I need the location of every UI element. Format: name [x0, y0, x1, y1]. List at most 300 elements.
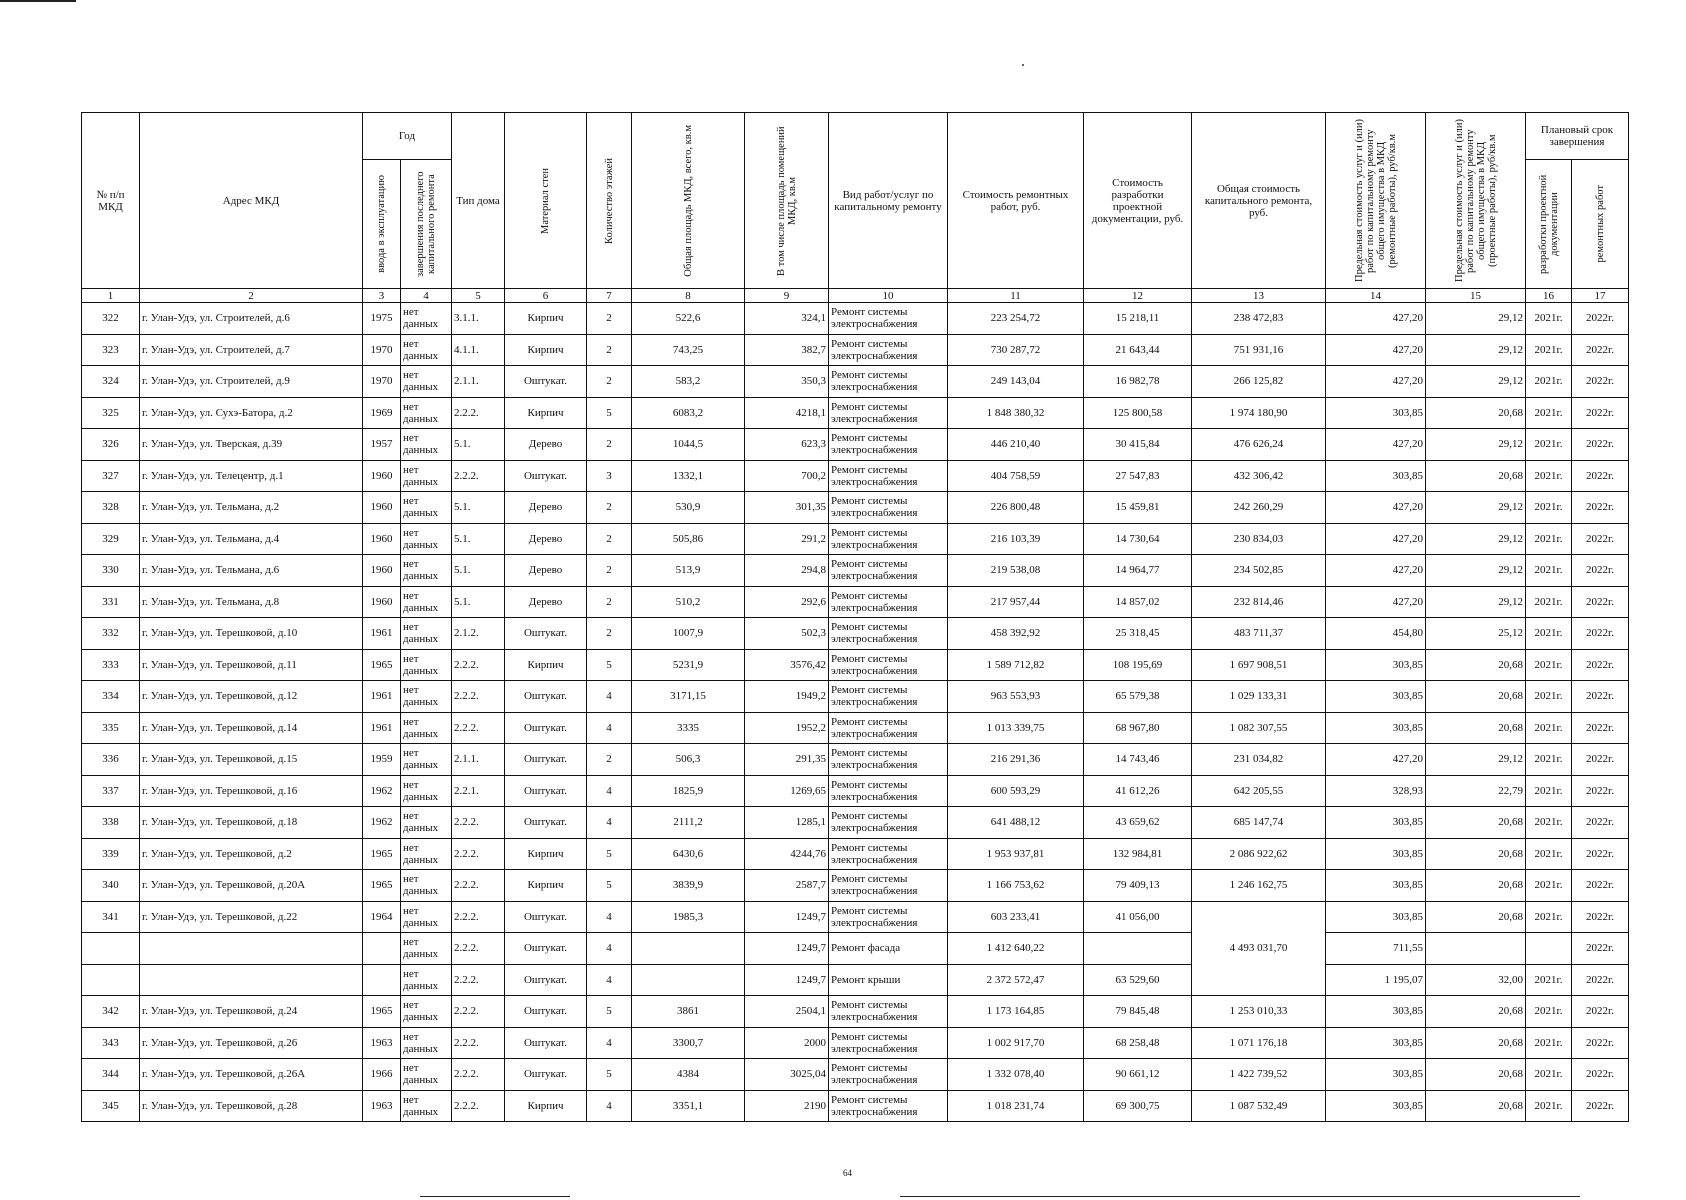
premises-area-cell: 4244,76 — [745, 838, 829, 870]
address-cell: г. Улан-Удэ, ул. Терешковой, д.12 — [140, 681, 363, 713]
year-last-repair-cell: нет данных — [401, 712, 452, 744]
deadline-design-cell: 2021г. — [1526, 429, 1572, 461]
address-cell: г. Улан-Удэ, ул. Терешковой, д.26 — [140, 1027, 363, 1059]
premises-area-cell: 4218,1 — [745, 397, 829, 429]
column-number: 16 — [1526, 289, 1572, 303]
deadline-design-cell: 2021г. — [1526, 712, 1572, 744]
wall-material-cell: Оштукат. — [505, 1027, 587, 1059]
floors-cell: 4 — [587, 807, 632, 839]
year-last-repair-cell: нет данных — [401, 586, 452, 618]
design-cost-cell: 125 800,58 — [1084, 397, 1192, 429]
premises-area-cell: 382,7 — [745, 334, 829, 366]
row-number: 330 — [82, 555, 140, 587]
column-number: 4 — [401, 289, 452, 303]
work-type-cell: Ремонт системы электроснабжения — [829, 1090, 948, 1122]
wall-material-cell: Кирпич — [505, 870, 587, 902]
repair-cost-cell: 600 593,29 — [948, 775, 1084, 807]
year-last-repair-cell: нет данных — [401, 838, 452, 870]
total-area-cell: 522,6 — [632, 303, 745, 335]
deadline-repair-cell: 2022г. — [1572, 334, 1629, 366]
wall-material-cell: Оштукат. — [505, 933, 587, 965]
year-last-repair-cell: нет данных — [401, 1090, 452, 1122]
repair-cost-cell: 1 002 917,70 — [948, 1027, 1084, 1059]
limit-repair-cell: 427,20 — [1326, 555, 1426, 587]
deadline-repair-cell: 2022г. — [1572, 1090, 1629, 1122]
design-cost-cell: 16 982,78 — [1084, 366, 1192, 398]
limit-design-cell: 29,12 — [1426, 303, 1526, 335]
design-cost-cell: 65 579,38 — [1084, 681, 1192, 713]
total-cost-cell: 1 082 307,55 — [1192, 712, 1326, 744]
deadline-repair-cell: 2022г. — [1572, 870, 1629, 902]
deadline-design-cell: 2021г. — [1526, 807, 1572, 839]
total-area-cell: 3351,1 — [632, 1090, 745, 1122]
repair-cost-cell: 404 758,59 — [948, 460, 1084, 492]
row-number: 325 — [82, 397, 140, 429]
year-last-repair-cell: нет данных — [401, 523, 452, 555]
deadline-repair-cell: 2022г. — [1572, 775, 1629, 807]
address-cell: г. Улан-Удэ, ул. Строителей, д.9 — [140, 366, 363, 398]
limit-repair-cell: 303,85 — [1326, 397, 1426, 429]
col-house-type-header: Тип дома — [452, 113, 505, 289]
limit-design-cell: 20,68 — [1426, 397, 1526, 429]
column-number: 12 — [1084, 289, 1192, 303]
limit-repair-cell: 303,85 — [1326, 460, 1426, 492]
total-area-cell: 3861 — [632, 996, 745, 1028]
total-area-cell: 506,3 — [632, 744, 745, 776]
table-row — [82, 681, 1629, 713]
work-type-cell: Ремонт системы электроснабжения — [829, 460, 948, 492]
repair-cost-cell: 730 287,72 — [948, 334, 1084, 366]
address-cell: г. Улан-Удэ, ул. Терешковой, д.22 — [140, 901, 363, 933]
limit-repair-cell: 427,20 — [1326, 303, 1426, 335]
deadline-repair-cell: 2022г. — [1572, 681, 1629, 713]
premises-area-cell: 294,8 — [745, 555, 829, 587]
house-type-cell: 2.2.2. — [452, 649, 505, 681]
floors-cell: 5 — [587, 649, 632, 681]
deadline-repair-cell: 2022г. — [1572, 397, 1629, 429]
row-number: 345 — [82, 1090, 140, 1122]
row-number: 339 — [82, 838, 140, 870]
total-cost-cell: 232 814,46 — [1192, 586, 1326, 618]
total-area-cell: 2111,2 — [632, 807, 745, 839]
deadline-design-cell: 2021г. — [1526, 775, 1572, 807]
limit-repair-cell: 303,85 — [1326, 901, 1426, 933]
table-row — [82, 649, 1629, 681]
row-number: 337 — [82, 775, 140, 807]
row-number: 323 — [82, 334, 140, 366]
deadline-design-cell: 2021г. — [1526, 870, 1572, 902]
address-cell: г. Улан-Удэ, ул. Терешковой, д.11 — [140, 649, 363, 681]
deadline-design-cell: 2021г. — [1526, 523, 1572, 555]
design-cost-cell: 108 195,69 — [1084, 649, 1192, 681]
limit-design-cell: 20,68 — [1426, 807, 1526, 839]
address-cell — [140, 964, 363, 996]
premises-area-cell: 292,6 — [745, 586, 829, 618]
work-type-cell: Ремонт системы электроснабжения — [829, 901, 948, 933]
row-number: 341 — [82, 901, 140, 933]
year-commission-cell: 1962 — [363, 775, 401, 807]
repair-cost-cell: 963 553,93 — [948, 681, 1084, 713]
deadline-repair-cell: 2022г. — [1572, 1059, 1629, 1091]
year-commission-cell: 1960 — [363, 586, 401, 618]
total-cost-cell: 1 422 739,52 — [1192, 1059, 1326, 1091]
floors-cell: 5 — [587, 397, 632, 429]
deadline-repair-cell: 2022г. — [1572, 303, 1629, 335]
limit-design-cell: 20,68 — [1426, 838, 1526, 870]
deadline-repair-cell: 2022г. — [1572, 555, 1629, 587]
house-type-cell: 2.2.2. — [452, 996, 505, 1028]
column-number: 11 — [948, 289, 1084, 303]
column-number: 15 — [1426, 289, 1526, 303]
deadline-design-cell: 2021г. — [1526, 649, 1572, 681]
wall-material-cell: Оштукат. — [505, 366, 587, 398]
house-type-cell: 5.1. — [452, 555, 505, 587]
total-cost-cell: 432 306,42 — [1192, 460, 1326, 492]
repair-cost-cell: 1 013 339,75 — [948, 712, 1084, 744]
address-cell: г. Улан-Удэ, ул. Терешковой, д.2 — [140, 838, 363, 870]
address-cell: г. Улан-Удэ, ул. Терешковой, д.15 — [140, 744, 363, 776]
limit-design-cell: 29,12 — [1426, 429, 1526, 461]
wall-material-cell: Кирпич — [505, 303, 587, 335]
limit-design-cell: 32,00 — [1426, 964, 1526, 996]
deadline-design-cell: 2021г. — [1526, 303, 1572, 335]
floors-cell: 4 — [587, 775, 632, 807]
column-number: 7 — [587, 289, 632, 303]
year-last-repair-cell: нет данных — [401, 996, 452, 1028]
total-area-cell: 1332,1 — [632, 460, 745, 492]
limit-design-cell: 25,12 — [1426, 618, 1526, 650]
design-cost-cell: 41 056,00 — [1084, 901, 1192, 933]
address-cell: г. Улан-Удэ, ул. Терешковой, д.18 — [140, 807, 363, 839]
floors-cell: 2 — [587, 334, 632, 366]
deadline-design-cell: 2021г. — [1526, 838, 1572, 870]
address-cell: г. Улан-Удэ, ул. Сухэ-Батора, д.2 — [140, 397, 363, 429]
limit-design-cell — [1426, 933, 1526, 965]
total-cost-cell: 1 071 176,18 — [1192, 1027, 1326, 1059]
house-type-cell: 2.2.1. — [452, 775, 505, 807]
total-area-cell: 530,9 — [632, 492, 745, 524]
floors-cell: 4 — [587, 933, 632, 965]
wall-material-cell: Кирпич — [505, 649, 587, 681]
row-number: 327 — [82, 460, 140, 492]
work-type-cell: Ремонт фасада — [829, 933, 948, 965]
floors-cell: 3 — [587, 460, 632, 492]
row-number: 343 — [82, 1027, 140, 1059]
column-number: 13 — [1192, 289, 1326, 303]
table-row — [82, 964, 1629, 996]
repair-cost-cell: 249 143,04 — [948, 366, 1084, 398]
design-cost-cell: 68 967,80 — [1084, 712, 1192, 744]
scan-speck — [1022, 64, 1024, 66]
limit-design-cell: 29,12 — [1426, 523, 1526, 555]
limit-repair-cell: 427,20 — [1326, 492, 1426, 524]
total-area-cell: 1985,3 — [632, 901, 745, 933]
deadline-repair-cell: 2022г. — [1572, 429, 1629, 461]
limit-repair-cell: 427,20 — [1326, 523, 1426, 555]
limit-design-cell: 20,68 — [1426, 1090, 1526, 1122]
design-cost-cell: 132 984,81 — [1084, 838, 1192, 870]
total-cost-cell: 1 246 162,75 — [1192, 870, 1326, 902]
col-limit-repair-header — [1326, 113, 1426, 289]
year-last-repair-cell: нет данных — [401, 555, 452, 587]
floors-cell: 2 — [587, 429, 632, 461]
row-number: 335 — [82, 712, 140, 744]
wall-material-cell: Кирпич — [505, 838, 587, 870]
house-type-cell: 2.2.2. — [452, 901, 505, 933]
column-number-row — [82, 289, 1629, 303]
wall-material-cell: Оштукат. — [505, 807, 587, 839]
repair-cost-cell: 641 488,12 — [948, 807, 1084, 839]
total-area-cell: 1825,9 — [632, 775, 745, 807]
row-number: 344 — [82, 1059, 140, 1091]
deadline-repair-cell: 2022г. — [1572, 996, 1629, 1028]
house-type-cell: 2.2.2. — [452, 1059, 505, 1091]
repair-cost-cell: 2 372 572,47 — [948, 964, 1084, 996]
table-row — [82, 523, 1629, 555]
premises-area-cell: 1949,2 — [745, 681, 829, 713]
limit-repair-cell: 303,85 — [1326, 1090, 1426, 1122]
repair-cost-cell: 1 332 078,40 — [948, 1059, 1084, 1091]
total-area-cell: 3335 — [632, 712, 745, 744]
total-area-cell: 1007,9 — [632, 618, 745, 650]
work-type-cell: Ремонт системы электроснабжения — [829, 996, 948, 1028]
work-type-cell: Ремонт системы электроснабжения — [829, 712, 948, 744]
total-area-cell: 505,86 — [632, 523, 745, 555]
limit-repair-cell: 303,85 — [1326, 838, 1426, 870]
year-last-repair-label: завершения последнего капитального ремонта — [415, 171, 437, 277]
address-cell: г. Улан-Удэ, ул. Терешковой, д.26А — [140, 1059, 363, 1091]
house-type-cell: 2.1.1. — [452, 744, 505, 776]
column-number: 9 — [745, 289, 829, 303]
work-type-cell: Ремонт системы электроснабжения — [829, 1027, 948, 1059]
row-number: 326 — [82, 429, 140, 461]
design-cost-cell: 79 845,48 — [1084, 996, 1192, 1028]
table-row — [82, 838, 1629, 870]
table-row — [82, 996, 1629, 1028]
premises-area-cell: 324,1 — [745, 303, 829, 335]
address-cell — [140, 933, 363, 965]
floors-cell: 2 — [587, 366, 632, 398]
table-row — [82, 1059, 1629, 1091]
repair-cost-cell: 217 957,44 — [948, 586, 1084, 618]
limit-repair-label: Предельная стоимость услуг и (или) работ по капитальному ремонту общего имущества в МКД (ремонтные работы), руб/кв.м — [1353, 119, 1398, 282]
premises-area-cell: 1952,2 — [745, 712, 829, 744]
premises-area-cell: 1249,7 — [745, 901, 829, 933]
floors-cell: 4 — [587, 901, 632, 933]
premises-area-cell: 2190 — [745, 1090, 829, 1122]
floors-cell: 2 — [587, 492, 632, 524]
design-cost-cell: 30 415,84 — [1084, 429, 1192, 461]
work-type-cell: Ремонт системы электроснабжения — [829, 429, 948, 461]
repair-register-table — [81, 112, 1629, 1122]
deadline-design-cell: 2021г. — [1526, 555, 1572, 587]
floors-cell: 5 — [587, 996, 632, 1028]
address-cell: г. Улан-Удэ, ул. Тельмана, д.2 — [140, 492, 363, 524]
year-last-repair-cell: нет данных — [401, 303, 452, 335]
wall-material-cell: Дерево — [505, 555, 587, 587]
year-commission-cell: 1964 — [363, 901, 401, 933]
premises-area-cell: 3576,42 — [745, 649, 829, 681]
premises-area-cell: 2000 — [745, 1027, 829, 1059]
row-number: 334 — [82, 681, 140, 713]
house-type-cell: 3.1.1. — [452, 303, 505, 335]
year-commission-cell — [363, 933, 401, 965]
floors-label: Количество этажей — [603, 157, 615, 244]
limit-design-cell: 20,68 — [1426, 649, 1526, 681]
deadline-design-cell: 2021г. — [1526, 460, 1572, 492]
total-cost-cell: 266 125,82 — [1192, 366, 1326, 398]
deadline-repair-cell: 2022г. — [1572, 901, 1629, 933]
total-cost-cell: 483 711,37 — [1192, 618, 1326, 650]
year-last-repair-cell: нет данных — [401, 870, 452, 902]
limit-design-cell: 20,68 — [1426, 901, 1526, 933]
wall-material-label: Материал стен — [540, 167, 551, 234]
year-last-repair-cell: нет данных — [401, 901, 452, 933]
wall-material-cell: Оштукат. — [505, 744, 587, 776]
column-number: 14 — [1326, 289, 1426, 303]
wall-material-cell: Дерево — [505, 492, 587, 524]
design-cost-cell: 27 547,83 — [1084, 460, 1192, 492]
deadline-repair-cell: 2022г. — [1572, 933, 1629, 965]
deadline-design-cell: 2021г. — [1526, 996, 1572, 1028]
deadline-design-cell: 2021г. — [1526, 1027, 1572, 1059]
limit-repair-cell: 303,85 — [1326, 681, 1426, 713]
table-row — [82, 460, 1629, 492]
total-area-cell: 4384 — [632, 1059, 745, 1091]
design-cost-cell: 90 661,12 — [1084, 1059, 1192, 1091]
address-cell: г. Улан-Удэ, ул. Телецентр, д.1 — [140, 460, 363, 492]
address-cell: г. Улан-Удэ, ул. Терешковой, д.10 — [140, 618, 363, 650]
work-type-cell: Ремонт системы электроснабжения — [829, 775, 948, 807]
scan-edge-line — [0, 0, 76, 2]
address-cell: г. Улан-Удэ, ул. Тверская, д.39 — [140, 429, 363, 461]
work-type-cell: Ремонт системы электроснабжения — [829, 870, 948, 902]
table-row — [82, 933, 1629, 965]
col-limit-design-header — [1426, 113, 1526, 289]
premises-area-cell: 1269,65 — [745, 775, 829, 807]
year-commission-label: ввода в эксплуатацию — [376, 175, 387, 273]
table-row — [82, 775, 1629, 807]
wall-material-cell: Кирпич — [505, 397, 587, 429]
limit-repair-cell: 427,20 — [1326, 366, 1426, 398]
wall-material-cell: Дерево — [505, 429, 587, 461]
year-commission-cell: 1970 — [363, 366, 401, 398]
deadline-design-cell: 2021г. — [1526, 366, 1572, 398]
deadline-design-cell: 2021г. — [1526, 618, 1572, 650]
year-commission-cell: 1959 — [363, 744, 401, 776]
year-last-repair-cell: нет данных — [401, 397, 452, 429]
header-row — [82, 113, 1629, 160]
total-area-cell: 510,2 — [632, 586, 745, 618]
scan-edge-line — [900, 1196, 1580, 1197]
design-cost-cell: 14 964,77 — [1084, 555, 1192, 587]
premises-area-cell: 291,2 — [745, 523, 829, 555]
limit-design-cell: 22,79 — [1426, 775, 1526, 807]
table-row — [82, 618, 1629, 650]
year-last-repair-cell: нет данных — [401, 366, 452, 398]
deadline-repair-cell: 2022г. — [1572, 838, 1629, 870]
limit-repair-cell: 454,80 — [1326, 618, 1426, 650]
column-number: 2 — [140, 289, 363, 303]
year-last-repair-cell: нет данных — [401, 775, 452, 807]
table-row — [82, 492, 1629, 524]
deadline-repair-cell: 2022г. — [1572, 586, 1629, 618]
total-area-cell: 5231,9 — [632, 649, 745, 681]
limit-design-cell: 29,12 — [1426, 366, 1526, 398]
limit-repair-cell: 303,85 — [1326, 807, 1426, 839]
deadline-design-label: разработки проектной документации — [1537, 174, 1560, 274]
floors-cell: 5 — [587, 870, 632, 902]
deadline-design-cell: 2021г. — [1526, 964, 1572, 996]
table-row — [82, 303, 1629, 335]
address-cell: г. Улан-Удэ, ул. Терешковой, д.14 — [140, 712, 363, 744]
premises-area-cell: 1285,1 — [745, 807, 829, 839]
year-commission-cell: 1965 — [363, 649, 401, 681]
deadline-design-cell: 2021г. — [1526, 334, 1572, 366]
design-cost-cell: 63 529,60 — [1084, 964, 1192, 996]
table-row — [82, 429, 1629, 461]
house-type-cell: 5.1. — [452, 492, 505, 524]
limit-design-cell: 29,12 — [1426, 334, 1526, 366]
limit-repair-cell: 303,85 — [1326, 712, 1426, 744]
table-row — [82, 807, 1629, 839]
premises-area-cell: 502,3 — [745, 618, 829, 650]
year-last-repair-cell: нет данных — [401, 334, 452, 366]
design-cost-cell: 15 218,11 — [1084, 303, 1192, 335]
work-type-cell: Ремонт системы электроснабжения — [829, 807, 948, 839]
wall-material-cell: Оштукат. — [505, 618, 587, 650]
house-type-cell: 2.2.2. — [452, 1090, 505, 1122]
deadline-design-cell: 2021г. — [1526, 1090, 1572, 1122]
total-area-cell — [632, 933, 745, 965]
year-last-repair-cell: нет данных — [401, 429, 452, 461]
premises-area-cell: 1249,7 — [745, 933, 829, 965]
house-type-cell: 2.1.2. — [452, 618, 505, 650]
premises-area-cell: 291,35 — [745, 744, 829, 776]
house-type-cell: 5.1. — [452, 429, 505, 461]
house-type-cell: 2.2.2. — [452, 681, 505, 713]
deadline-repair-cell: 2022г. — [1572, 712, 1629, 744]
table-row — [82, 870, 1629, 902]
row-number: 329 — [82, 523, 140, 555]
floors-cell: 4 — [587, 964, 632, 996]
house-type-cell: 2.2.2. — [452, 964, 505, 996]
limit-design-cell: 29,12 — [1426, 555, 1526, 587]
work-type-cell: Ремонт системы электроснабжения — [829, 492, 948, 524]
work-type-cell: Ремонт системы электроснабжения — [829, 523, 948, 555]
total-area-cell: 3300,7 — [632, 1027, 745, 1059]
total-area-cell: 6083,2 — [632, 397, 745, 429]
deadline-repair-cell: 2022г. — [1572, 618, 1629, 650]
floors-cell: 4 — [587, 1090, 632, 1122]
table-row — [82, 586, 1629, 618]
limit-repair-cell: 427,20 — [1326, 586, 1426, 618]
col-year-group-header: Год — [363, 113, 452, 160]
house-type-cell: 2.2.2. — [452, 838, 505, 870]
deadline-design-cell: 2021г. — [1526, 681, 1572, 713]
year-last-repair-cell: нет данных — [401, 618, 452, 650]
table-row — [82, 366, 1629, 398]
work-type-cell: Ремонт системы электроснабжения — [829, 744, 948, 776]
total-cost-cell: 642 205,55 — [1192, 775, 1326, 807]
house-type-cell: 2.2.2. — [452, 807, 505, 839]
deadline-design-cell: 2021г. — [1526, 744, 1572, 776]
floors-cell: 2 — [587, 618, 632, 650]
col-total-cost-header: Общая стоимость капитального ремонта, руб. — [1192, 113, 1326, 289]
wall-material-cell: Оштукат. — [505, 712, 587, 744]
design-cost-cell: 41 612,26 — [1084, 775, 1192, 807]
col-address-header: Адрес МКД — [140, 113, 363, 289]
